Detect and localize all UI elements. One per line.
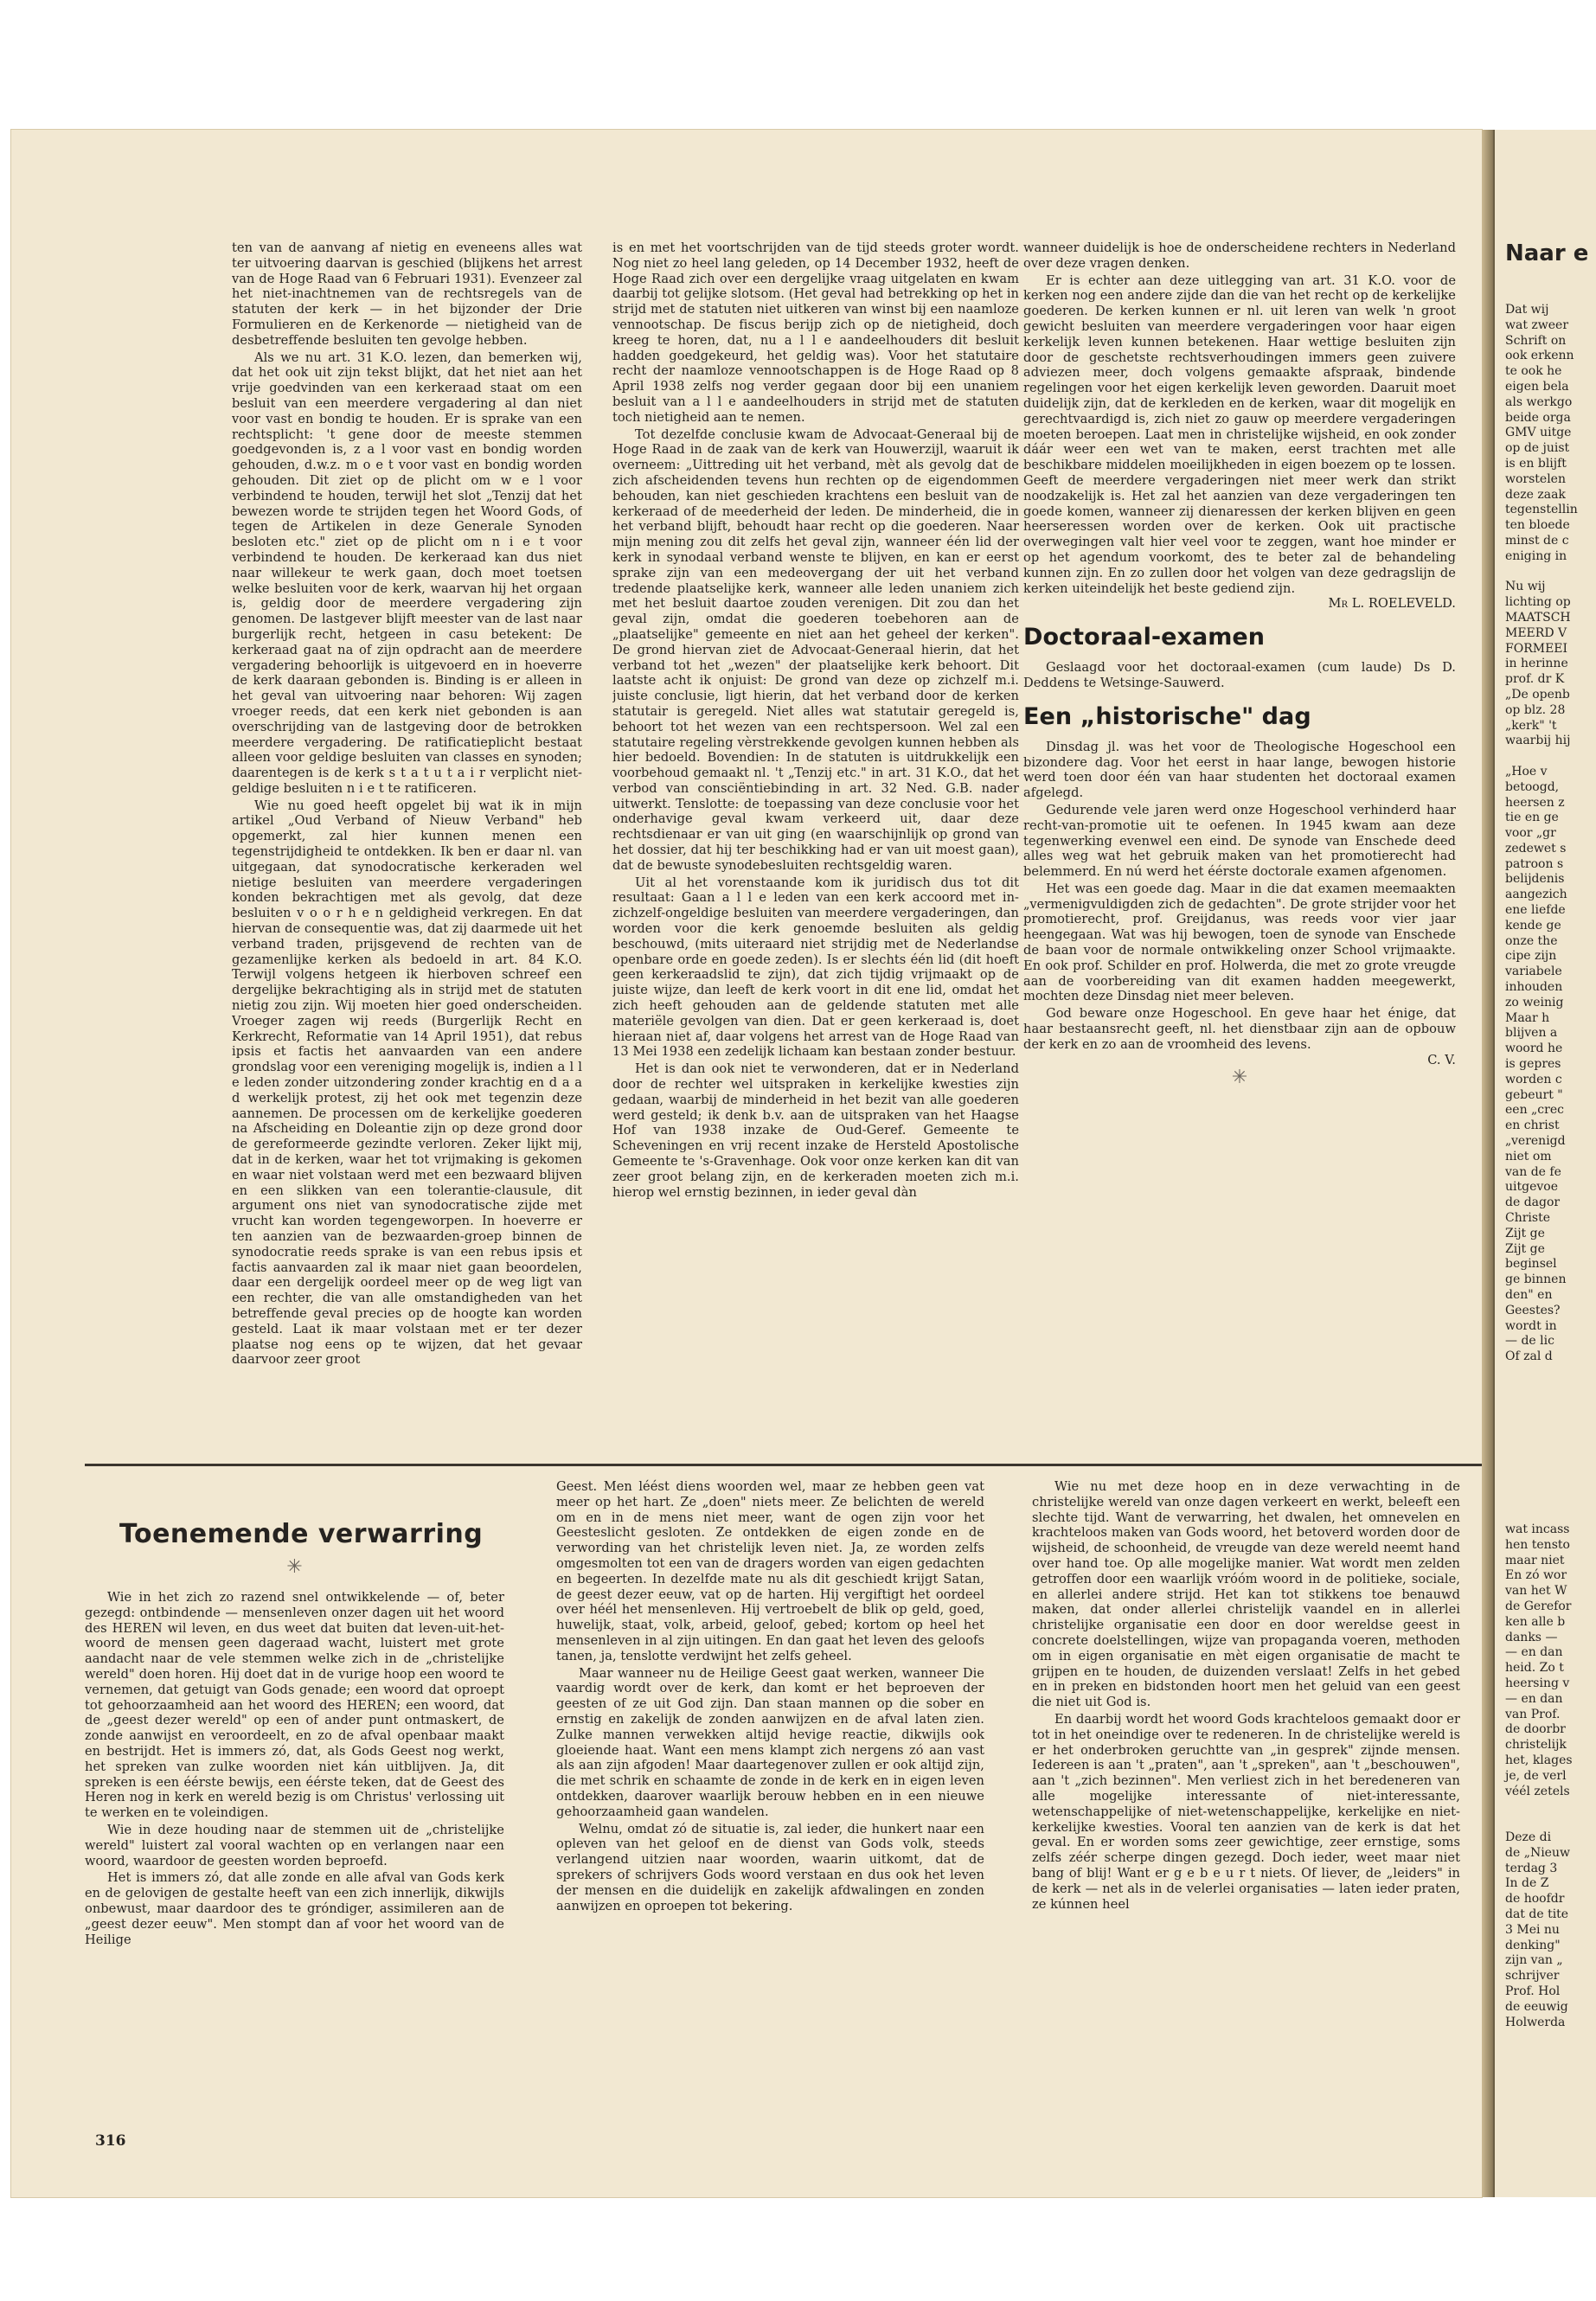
next-page-line: zijn van „	[1505, 1953, 1563, 1968]
next-page-line: deze zaak	[1505, 487, 1566, 502]
paragraph: is en met het voortschrijden van de tijd steeds groter wordt. Nog niet zo heel lang geleden, op 14 December 1932, heeft de Hoge Raad zich over een dergelijke vraag uitgelaten en kwam daarbij tot gelijke slotsom. (Het geval had betrekking op het in strijd met de statuten niet uitkeren van winst bij een naamloze vennootschap. De fiscus berijp zich op de nietigheid, doch kreeg te horen, dat, nu a l l e aandeelhouders dit besluit hadden goedgekeurd, het geldig was). Voor het statutaire recht der naamloze vennootschappen is de Hoge Raad op 8 April 1938 zelfs nog verder gegaan door bij een unaniem besluit van a l l e aandeelhouders in strijd met de statuten toch nietigheid aan te nemen.	[612, 240, 1019, 425]
next-page-line: heersen z	[1505, 795, 1565, 810]
next-page-line: zo weinig	[1505, 995, 1564, 1009]
next-page-line: Geestes?	[1505, 1303, 1561, 1317]
next-page-line: niet om	[1505, 1149, 1552, 1163]
next-page-line: is en blijft	[1505, 456, 1567, 471]
next-page-line: aangezich	[1505, 888, 1567, 902]
next-page-line: een „crec	[1505, 1103, 1564, 1118]
next-page-line	[1505, 1799, 1573, 1815]
next-page-line: in herinne	[1505, 657, 1568, 671]
next-page-line: Christe	[1505, 1211, 1550, 1226]
next-page-line: kende ge	[1505, 918, 1561, 933]
next-page-line: belijdenis	[1505, 872, 1565, 887]
next-page-line: op blz. 28	[1505, 702, 1566, 717]
next-page-line: inhouden	[1505, 980, 1563, 995]
next-page-line: prof. dr K	[1505, 672, 1565, 687]
historische-heading: Een „historische" dag	[1023, 702, 1311, 730]
separator-star-icon: ✳	[1231, 1067, 1248, 1089]
horizontal-rule	[85, 1464, 1482, 1466]
next-page-line: op de juist	[1505, 441, 1570, 456]
next-page-edge	[1495, 130, 1596, 2197]
next-page-line: Nu wij	[1505, 580, 1546, 594]
next-page-line: de Gerefor	[1505, 1599, 1572, 1613]
next-page-line: „De openb	[1505, 687, 1570, 702]
lower-column-1	[85, 1479, 504, 2137]
next-page-line: den" en	[1505, 1288, 1553, 1302]
next-page-line: wat zweer	[1505, 317, 1569, 332]
next-page-line: Of zal d	[1505, 1349, 1553, 1364]
next-page-line: Schrift on	[1505, 333, 1567, 348]
next-page-line: MEERD V	[1505, 625, 1567, 640]
next-page-line: hen tensto	[1505, 1537, 1570, 1552]
separator-star-icon: ✳	[286, 1556, 303, 1578]
lower-column-2	[556, 1479, 984, 2137]
next-page-line: Holwerda	[1505, 2015, 1566, 2029]
doctoraal-heading: Doctoraal-examen	[1023, 624, 1266, 651]
next-page-line: MAATSCH	[1505, 610, 1571, 625]
next-page-line: wordt in	[1505, 1318, 1557, 1333]
next-page-line: de hoofdr	[1505, 1892, 1565, 1907]
next-page-line: van het W	[1505, 1584, 1567, 1599]
next-page-line: — en dan	[1505, 1645, 1563, 1660]
paragraph: Tot dezelfde conclusie kwam de Advocaat-Generaal bij de Hoge Raad in de zaak van de kerk van Houwerzijl, waaruit ik overneem: „Uittreding uit het verband, mèt als gevolg dat de zich afscheidenden tevens hun rechten op de eigendommen behouden, kan niet geschieden krachtens een besluit van de kerkeraad of de meederheid der leden. De minderheid, die in het verband blijft, behoudt haar recht op die goederen. Naar mijn mening zou dit zelfs het geval zijn, wanneer één lid der kerk in synodaal verband wenste te blijven, en kan er eerst sprake zijn van een medeovergang der uit het verband tredende plaatselijke kerk, wanneer alle leden unaniem zich met het besluit daartoe zouden verenigen. Dit zou dan het geval zijn, omdat die goederen toebehoren aan de „plaatselijke" gemeente en niet aan het geheel der kerken". De grond hiervan ziet de Advocaat-Generaal hierin, dat het verband tot het „wezen" der plaatselijke kerk behoort. Dit laatste acht ik onjuist: De grond van deze op zichzelf m.i. juiste conclusie, ligt hierin, dat het verband door de kerken statutair is geregeld. Niet alles wat statutair geregeld is, behoort tot het wezen van een rechtspersoon. Wel zal een statutaire regeling vèrstrekkende gevolgen kunnen hebben als hier bedoeld. Bovendien: In de statuten is uitdrukkelijk een voorbehoud gemaakt nl. 't „Tenzij etc." in art. 31 K.O., dat het verbod van consciëntiebinding in art. 32 Ned. G.B. nader uitwerkt. Tenslotte: de toepassing van deze conclusie voor het onderhavige geval kwam verkeerd uit, daar deze rechtsdienaar er van uit ging (en waarschijnlijk op grond van het dossier, dat hij ter beschikking had er van uit moest gaan), dat de bewuste synodebesluiten rechtsgeldig waren.	[612, 426, 1019, 873]
paragraph: Wie in het zich zo razend snel ontwikkelende — of, beter gezegd: ontbindende — mensenleven onzer dagen uit het woord des HEREN wil leven, en dus weet dat buiten dat leven-uit-het-woord de mensen geen dageraad wacht, luistert met grote aandacht naar de vele stemmen welke zich in de „christelijke wereld" doen horen. Hij doet dat in de vurige hoop een woord te vernemen, dat getuigt van Gods genade; een woord dat oproept tot gehoorzaamheid aan het woord des HEREN; een woord, dat de „geest dezer wereld" op een of ander punt ontmaskert, de zonde aanwijst en veroordeelt, en zo de afval openbaar maakt en bestrijdt. Het is immers zó, dat, als Gods Geest nog werkt, het spreken van zulke woorden niet kán uitblijven. Ja, dit spreken is een éérste bewijs, een éérste teken, dat de Geest des Heren nog in kerk en wereld bezig is om Christus' verlossing uit te werken en te voleindigen.	[85, 1590, 504, 1821]
next-page-line: En zó wor	[1505, 1568, 1567, 1583]
next-page-line: zedewet s	[1505, 841, 1567, 856]
next-page-line: GMV uitge	[1505, 426, 1572, 440]
next-page-line: ken alle b	[1505, 1614, 1566, 1629]
next-page-line: wat incass	[1505, 1522, 1570, 1536]
next-page-line: waarbij hij	[1505, 734, 1571, 748]
next-page-line: worden c	[1505, 1072, 1562, 1086]
next-page-line: patroon s	[1505, 856, 1564, 871]
next-page-line: beide orga	[1505, 410, 1571, 425]
paragraph: Als we nu art. 31 K.O. lezen, dan bemerken wij, dat het ook uit zijn tekst blijkt, dat het niet aan het vrije goedvinden van een kerkeraad staat om een besluit van een meerdere vergadering al dan niet voor vast en bondig te houden. Er is sprake van een rechtsplicht: 't gene door de meeste stemmen goedgevonden is, z a l voor vast en bondig worden gehouden, d.w.z. m o e t voor vast en bondig worden gehouden. Dit ziet op de plicht om w e l voor verbindend te houden, terwijl het slot „Tenzij dat het bewezen worde te strijden tegen het Woord Gods, of tegen de Artikelen in deze Generale Synoden besloten etc." ziet op de plicht om n i e t voor verbindend te houden. De kerkeraad kan dus niet naar willekeur te werk gaan, doch moet toetsen welke besluiten voor de kerk, waarvan hij het orgaan is, geldig door de meerdere vergadering zijn genomen. De lastgever blijft meester van de last naar burgerlijk recht, hetgeen in casu betekent: De kerkeraad gaat na of zijn opdracht aan de meerdere vergadering behoorlijk is uitgevoerd en in hoeverre de kerk daaraan gebonden is. Binding is er alleen in het geval van uitvoering naar behoren: Wij zagen vroeger reeds, dat een kerk niet gebonden is aan overschrijding van de lastgeving door de betrokken meerdere vergadering. De ratificatieplicht bestaat alleen voor geldige besluiten van classes en synoden; daarentegen is de kerk s t a t u t a i r verplicht niet-geldige besluiten n i e t te ratificeren.	[232, 349, 582, 796]
next-page-line: je, de verl	[1505, 1768, 1567, 1783]
next-page-line: betoogd,	[1505, 779, 1560, 794]
next-page-line: dat de tite	[1505, 1907, 1569, 1921]
next-page-line: ge binnen	[1505, 1272, 1567, 1287]
next-page-line: tegenstellin	[1505, 503, 1578, 517]
next-page-line: Maar h	[1505, 1010, 1550, 1025]
next-page-line: de „Nieuw	[1505, 1845, 1570, 1860]
upper-column-1	[232, 240, 582, 1452]
paragraph: Het is dan ook niet te verwonderen, dat er in Nederland door de rechter wel uitspraken in kerkelijke kwesties zijn gedaan, waarbij de minderheid in het bezit van alle goederen werd gesteld; ik denk b.v. aan de uitspraken van het Haagse Hof van 1938 inzake de Oud-Geref. Gemeente te Scheveningen en vrij recent inzake de Hersteld Apostolische Gemeente te 's-Gravenhage. Ook voor onze kerken kan dit van zeer groot belang zijn, en de kerkeraden moeten zich m.i. hierop wel ernstig bezinnen, in ieder geval dàn	[612, 1061, 1019, 1200]
next-page-line: lichting op	[1505, 595, 1571, 610]
next-page-line: onze the	[1505, 933, 1558, 948]
next-page-line: Dat wij	[1505, 303, 1549, 317]
upper-column-3	[1023, 240, 1456, 1452]
paragraph: Wie in deze houding naar de stemmen uit de „christelijke wereld" luistert zal vooral wachten op en verlangen naar een woord, waardoor de geesten worden beproefd.	[85, 1822, 504, 1868]
next-page-line: Prof. Hol	[1505, 1984, 1561, 1998]
next-page-line: cipe zijn	[1505, 949, 1557, 964]
next-page-line: „verenigd	[1505, 1134, 1566, 1149]
paragraph: Wie nu goed heeft opgelet bij wat ik in mijn artikel „Oud Verband of Nieuw Verband" heb opgemerkt, zal hier kunnen menen een tegenstrijdigheid te ontdekken. Ik ben er daar nl. van uitgegaan, dat synodocratische kerkeraden wel nietige besluiten van meerdere vergaderingen konden bekrachtigen met als gevolg, dat deze besluiten v o o r h e n geldigheid verkregen. En dat hiervan de consequentie was, dat zij daarmede uit het verband traden, prijsgevend de rechten van de gezamenlijke kerken als bedoeld in art. 84 K.O. Terwijl volgens hetgeen ik hierboven schreef een dergelijke bekrachtiging als in strijd met de statuten nietig zou zijn. Wij moeten hier goed onderscheiden. Vroeger zagen wij reeds (Burgerlijk Recht en Kerkrecht, Reformatie van 14 April 1951), dat rebus ipsis et factis het aanvaarden van een andere grondslag voor een vereniging mogelijk is, indien a l l e leden zonder uitzondering zonder krachtig en d a a d werkelijk protest, zij het ook met tegenzin deze aannemen. De processen om de kerkelijke goederen na Afscheiding en Doleantie zijn op deze grond door de gereformeerde gezindte verloren. Zeker lijkt mij, dat in de kerken, waar het tot vrijmaking is gekomen en waar niet volstaan werd met een bezwaard blijven en een slikken van een tolerantie-clausule, dit argument ons niet van synodocratische zijde met vrucht kan worden tegengeworpen. In hoeverre er ten aanzien van de bezwaarden-groep binnen de synodocratie reeds sprake is van een rebus ipsis et factis aanvaarden zal ik maar niet gaan beoordelen, daar een dergelijk oordeel meer op de weg ligt van een rechter, die van alle omstandigheden van het betreffende geval precies op de hoogte kan worden gesteld. Laat ik maar volstaan met er ter dezer plaatse nog eens op te wijzen, dat het gevaar daarvoor zeer groot	[232, 798, 582, 1368]
paragraph: Uit al het vorenstaande kom ik juridisch dus tot dit resultaat: Gaan a l l e leden van een kerk accoord met in-zichzelf-ongeldige besluiten van meerdere vergaderingen, dan worden voor die kerk genoemde besluiten als geldig beschouwd, (mits uiteraard niet strijdig met de Nederlandse openbare orde en goede zeden). Is er slechts één lid (dit hoeft geen kerkeraadslid te zijn), dat zich tijdig vrijmaakt op de juiste wijze, dan leeft de kerk voort in dit ene lid, omdat het zich heeft gehouden aan de geldende statuten met alle materiële gevolgen van dien. Dat er geen kerkeraad is, doet hieraan niet af, daar volgens het arrest van de Hoge Raad van 13 Mei 1938 een zedelijk lichaam kan bestaan zonder bestuur.	[612, 875, 1019, 1060]
next-page-line: gebeurt "	[1505, 1087, 1563, 1102]
article-signature: Mr L. ROELEVELD.	[1328, 596, 1456, 612]
next-page-line: te ook he	[1505, 364, 1562, 379]
next-page-line: woord he	[1505, 1042, 1563, 1056]
next-page-line: eniging in	[1505, 548, 1567, 563]
newspaper-page	[11, 130, 1482, 2197]
next-page-line	[1505, 565, 1578, 580]
next-page-line: ene liefde	[1505, 903, 1566, 918]
next-page-line: 3 Mei nu	[1505, 1922, 1560, 1937]
next-page-line: „kerk" 't	[1505, 718, 1557, 733]
next-page-line: heersing v	[1505, 1676, 1570, 1690]
next-page-line: blijven a	[1505, 1026, 1558, 1041]
next-page-line: Zijt ge	[1505, 1241, 1545, 1256]
upper-column-2	[612, 240, 1019, 1452]
next-page-title: Naar e	[1505, 240, 1589, 266]
paragraph: Het is immers zó, dat alle zonde en alle afval van Gods kerk en de gelovigen de gestalte heeft van een zich innerlijk, dikwijls onbewust, maar daardoor des te gróndiger, assimileren aan de „geest dezer eeuw". Men stompt dan af voor het woord van de Heilige	[85, 1870, 504, 1947]
next-page-line	[1505, 1815, 1573, 1830]
next-page-line: het, klages	[1505, 1753, 1573, 1767]
next-page-line: terdag 3	[1505, 1861, 1558, 1875]
paragraph: Er is echter aan deze uitlegging van art. 31 K.O. voor de kerken nog een andere zijde dan die van het recht op de kerkelijke goederen. De kerken kunnen er nl. uit leren van welk 'n groot gewicht besluiten van meerdere vergaderingen voor haar eigen kerkelijk leven kunnen betekenen. Haar wettige besluiten zijn door de geschetste rechtsverhoudingen immers geen zuivere adviezen meer, doch volgens gemaakte afspraak, bindende regelingen voor het eigen kerkelijk leven geworden. Daaruit moet duidelijk zijn, dat de kerkleden en de kerken, waar dit mogelijk en gerechtvaardigd is, zich niet zo gauw op meerdere vergaderingen moeten beroepen. Laat men in christelijke wijsheid, en ook zonder dáár weer een wet van te maken, eerst trachten met alle beschikbare middelen moeilijkheden in eigen boezem op te lossen. Geeft de meerdere vergaderingen niet meer werk dan strikt noodzakelijk is. Het zal het aanzien van deze vergaderingen ten goede komen, wanneer zij dienaressen der kerken blijven en geen heerseressen worden over de kerken. Ook uit practische overwegingen valt hier veel voor te zeggen, want hoe minder er op het agendum voorkomt, des te beter zal de behandeling kunnen zijn. En zo zullen door het volgen van deze gedragslijn de kerken uiteindelijk het beste gediend zijn.	[1023, 272, 1456, 596]
next-page-line: maar niet	[1505, 1553, 1565, 1567]
next-page-line: ten bloede	[1505, 518, 1570, 533]
next-page-line: ook erkenn	[1505, 349, 1574, 363]
next-page-line: FORMEEI	[1505, 641, 1568, 656]
next-page-line: van Prof.	[1505, 1707, 1561, 1721]
next-page-line: danks —	[1505, 1630, 1561, 1644]
next-page-line: véél zetels	[1505, 1784, 1570, 1798]
next-page-line: de doorbr	[1505, 1722, 1566, 1737]
next-page-line: de dagor	[1505, 1195, 1561, 1210]
paragraph: wanneer duidelijk is hoe de onderscheidene rechters in Nederland over deze vragen denken.	[1023, 240, 1456, 271]
paragraph: ten van de aanvang af nietig en eveneens alles wat ter uitvoering daarvan is geschied (blijkens het arrest van de Hoge Raad van 6 Februari 1931). Evenzeer zal het niet-inachtnemen van de rechtsregels van de statuten der kerk — in het bijzonder der Drie Formulieren en de Kerkenorde — nietigheid van de desbetreffende besluiten ten gevolge hebben.	[232, 240, 582, 348]
next-page-line: In de Z	[1505, 1876, 1549, 1891]
next-page-line: de eeuwig	[1505, 1999, 1568, 2014]
next-page-line: van de fe	[1505, 1164, 1561, 1179]
verwarring-heading: Toenemende verwarring	[119, 1519, 484, 1549]
next-page-line: als werkgo	[1505, 394, 1573, 409]
paragraph: Welnu, omdat zó de situatie is, zal ieder, die hunkert naar een opleven van het geloof en de dienst van Gods volk, steeds verlangend uitzien naar woorden, waarin uitkomt, dat de sprekers of schrijvers Gods woord verstaan en dus ook het leven der mensen en die duidelijk en zakelijk afdwalingen en zonden aanwijzen en oproepen tot bekering.	[556, 1821, 984, 1913]
next-page-line: Zijt ge	[1505, 1226, 1545, 1240]
paragraph: Maar wanneer nu de Heilige Geest gaat werken, wanneer Die vaardig wordt over de kerk, dan komt er het beproeven der geesten of ze uit God zijn. Dan staan mannen op die sober en ernstig en zakelijk de zonden aanwijzen en de afval laten zien. Zulke mannen verwekken altijd hevige reactie, dikwijls ook gloeiende haat. Want een mens klampt zich nergens zó aan vast als aan zijn afgoden! Maar daartegenover zullen er ook altijd zijn, die met schrik en schaamte de zonde in de kerk en in eigen leven ontdekken, daarover waarlijk berouw hebben en in een nieuwe gehoorzaamheid gaan wandelen.	[556, 1665, 984, 1819]
next-page-line: Deze di	[1505, 1830, 1552, 1844]
next-page-line: minst de c	[1505, 533, 1569, 548]
next-page-line: worstelen	[1505, 471, 1566, 486]
next-page-line: denking"	[1505, 1938, 1561, 1952]
next-page-line: — en dan	[1505, 1691, 1563, 1706]
next-page-line: tie en ge	[1505, 811, 1559, 825]
page-number: 316	[95, 2132, 126, 2150]
paragraph: Gedurende vele jaren werd onze Hogeschool verhinderd haar recht-van-promotie uit te oefenen. In 1945 kwam aan deze tegenwerking evenwel een eind. De synode van Enschede deed alles weg wat het gebruik maken van het promotierecht had belemmerd. En nú werd het éérste doctorale examen afgenomen.	[1023, 802, 1456, 880]
paragraph: Dinsdag jl. was het voor de Theologische Hogeschool een bizondere dag. Voor het eerst in haar lange, bewogen historie werd toen door één van haar studenten het doctoraal examen afgelegd.	[1023, 739, 1456, 801]
paragraph: God beware onze Hogeschool. En geve haar het énige, dat haar bestaansrecht geeft, nl. het dienstbaar zijn aan de opbouw der kerk en zo aan de vroomheid des levens.	[1023, 1006, 1456, 1052]
paragraph: En daarbij wordt het woord Gods krachteloos gemaakt door er tot in het oneindige over te redeneren. In de christelijke wereld is er het onderbroken geruchtte van „in gesprek" zijnde mensen. Iedereen is aan 't „praten", aan 't „spreken", aan 't „beschouwen", aan 't „zich bezinnen". Men verliest zich in het beredeneren van alle mogelijke interessante of niet-interessante, wetenschappelijke of niet-wetenschappelijke, kerkelijke en niet-kerkelijke kwesties. Vooral ten aanzien van de kerk is dat het geval. En er worden soms zeer gewichtige, zeer ernstige, soms zelfs zéér scherpe dingen gezegd. Doch ieder, weet maar niet bang of blij! Want er g e b e u r t niets. Of liever, de „leiders" in de kerk — net als in de velerlei organisaties — laten ieder praten, ze kúnnen heel	[1032, 1711, 1460, 1912]
lower-column-3	[1032, 1479, 1460, 2137]
next-page-line: eigen bela	[1505, 379, 1569, 394]
next-page-line: uitgevoe	[1505, 1180, 1558, 1195]
doctoraal-text: Geslaagd voor het doctoraal-examen (cum laude) Ds D. Deddens te Wetsinge-Sauwerd.	[1023, 660, 1456, 690]
next-page-line: — de lic	[1505, 1334, 1554, 1349]
next-page-line: beginsel	[1505, 1257, 1557, 1272]
paragraph: Wie nu met deze hoop en in deze verwachting in de christelijke wereld van onze dagen verkeert en werkt, beleeft een slechte tijd. Want de verwarring, het dwalen, het omnevelen en krachteloos maken van Gods woord, het betoverd worden door de wijsheid, de schoonheid, de vreugde van deze wereld neemt hand over hand toe. Op alle mogelijke manier. Wat wordt men zelden getroffen door een waarlijk vróóm woord in de politieke, sociale, en allerlei andere strijd. Het kan tot stikkens toe benauwd maken, dat onder allerlei christelijk vaandel en in allerlei christelijke organisatie een door en door wereldse geest in concrete doelstellingen, wijze van propaganda voeren, methoden om in eigen organisatie en mèt eigen organisatie de macht te grijpen en te houden, de duizenden verslaat! Zelfs in het gebed en in preken en bidstonden hoort men het geluid van een geest die niet uit God is.	[1032, 1479, 1460, 1710]
next-page-line: en christ	[1505, 1118, 1560, 1133]
next-page-line: heid. Zo t	[1505, 1661, 1564, 1676]
paragraph: Geest. Men léést diens woorden wel, maar ze hebben geen vat meer op het hart. Ze „doen" niets meer. Ze belichten de wereld om en in de mens niet meer, want de ogen zijn voor het Geesteslicht gesloten. Ze ontdekken de eigen zonde en de verwording van het christelijk leven niet. Ja, ze worden zelfs omgesmolten tot een van de dragers worden van eigen gedachten en begeerten. In dezelfde mate nu als dit geschiedt krijgt Satan, de geest dezer eeuw, vat op de harten. Hij vergiftigt het oordeel over héél het mensenleven. Hij vertroebelt de blik op geld, goed, huwelijk, staat, volk, arbeid, geloof, gebed; kortom op heel het mensenleven in al zijn uitingen. En dan gaat het leven des geloofs tanen, ja, tenslotte verdwijnt het zelfs geheel.	[556, 1479, 984, 1663]
next-page-line: christelijk	[1505, 1738, 1567, 1753]
paragraph: Het was een goede dag. Maar in die dat examen meemaakten „vermenigvuldigden zich de gedachten". De grote strijder voor het promotierecht, prof. Greijdanus, was reeds voor vier jaar heengegaan. Wat was hij bewogen, toen de synode van Enschede de baan voor de normale ontwikkeling onzer School vrijmaakte. En ook prof. Schilder en prof. Holwerda, die met zo grote vreugde aan de voorbereiding van dit examen hadden meegewerkt, mochten deze Dinsdag niet meer beleven.	[1023, 881, 1456, 1004]
next-page-line: „Hoe v	[1505, 764, 1548, 779]
historische-signature: C. V.	[1427, 1052, 1456, 1067]
next-page-line: schrijver	[1505, 1969, 1560, 1984]
next-page-line: voor „gr	[1505, 826, 1556, 841]
next-page-line	[1505, 749, 1578, 765]
next-page-line: is gepres	[1505, 1057, 1561, 1072]
next-page-line: variabele	[1505, 965, 1562, 979]
